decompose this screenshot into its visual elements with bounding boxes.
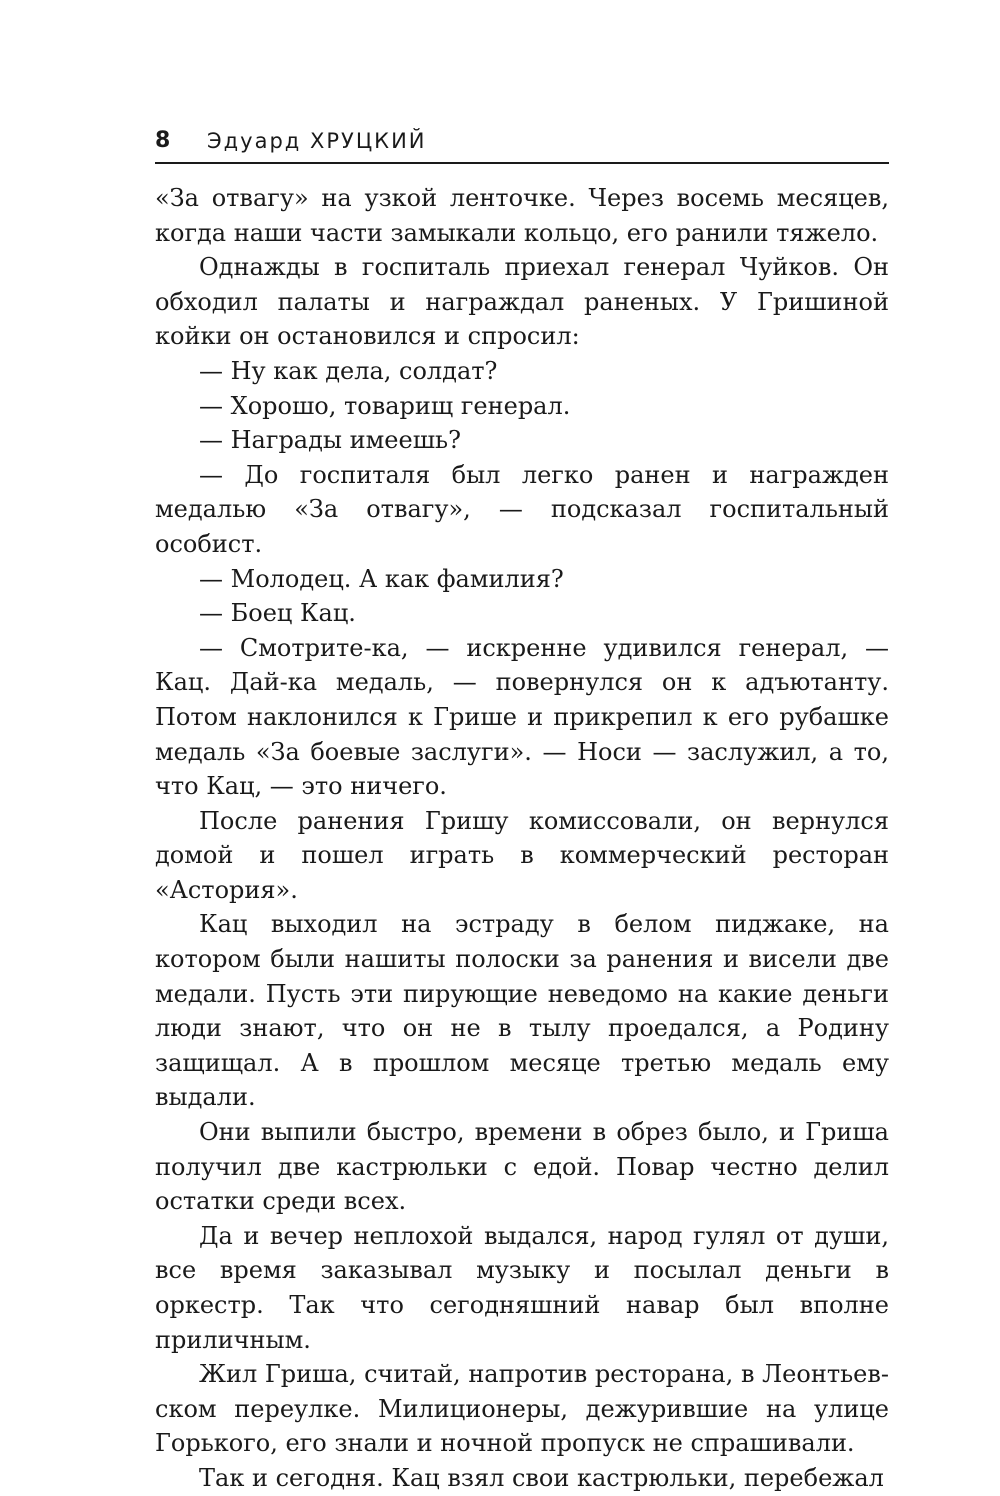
- dialogue-line: — Боец Кац.: [199, 599, 356, 628]
- body-text: [155, 181, 889, 1496]
- paragraph: После ранения Гришу комиссовали, он вернулся домой и пошел играть в коммерческий ресторан «Астория».: [155, 806, 889, 904]
- page-number: 8: [155, 128, 171, 153]
- dialogue-line: — До госпиталя был легко ранен и награжден медалью «За отвагу», — подсказал госпитальный особист.: [155, 460, 889, 558]
- paragraph: Однажды в госпиталь приехал генерал Чуйков. Он обходил палаты и награждал раненых. У Гришиной койки он остановился и спросил:: [155, 253, 889, 351]
- paragraph: «За отвагу» на узкой ленточке. Через восемь месяцев, когда наши части замыкали кольцо, его ранили тяжело.: [155, 184, 889, 247]
- dialogue-line: — Награды имеешь?: [199, 426, 461, 455]
- paragraph: Жил Гриша, считай, напротив ресторана, в Леонтьевском переулке. Милиционеры, дежурившие на улице Горького, его знали и ночной пропуск не спрашивали.: [155, 1360, 889, 1458]
- running-header: [155, 126, 889, 164]
- paragraph: Да и вечер неплохой выдался, народ гулял от души, все время заказывал музыку и посылал деньги в оркестр. Так что сегодняшний навар был вполне приличным.: [155, 1221, 889, 1354]
- paragraph: Они выпили быстро, времени в обрез было, и Гриша получил две кастрюльки с едой. Повар честно делил остатки среди всех.: [155, 1118, 889, 1216]
- dialogue-line: — Ну как дела, солдат?: [199, 356, 498, 385]
- paragraph: Так и сегодня. Кац взял свои кастрюльки, перебежал: [199, 1463, 884, 1492]
- dialogue-line: — Смотрите-ка, — искренне удивился генерал, — Кац. Дай-ка медаль, — повернулся он к адъютанту. Потом наклонился к Грише и прикрепил к его рубашке медаль «За боевые заслуги». — Носи — заслужил, а то, что Кац, — это ничего.: [155, 633, 889, 801]
- dialogue-line: — Хорошо, товарищ генерал.: [199, 391, 571, 420]
- dialogue-line: — Молодец. А как фамилия?: [199, 564, 564, 593]
- paragraph: Кац выходил на эстраду в белом пиджаке, на котором были нашиты полоски за ранения и висели две медали. Пусть эти пирующие неведомо на какие деньги люди знают, что он не в тылу проедался, а Родину защищал. А в прошлом месяце третью медаль ему выдали.: [155, 910, 889, 1112]
- running-header-author: Эдуард ХРУЦКИЙ: [207, 129, 427, 153]
